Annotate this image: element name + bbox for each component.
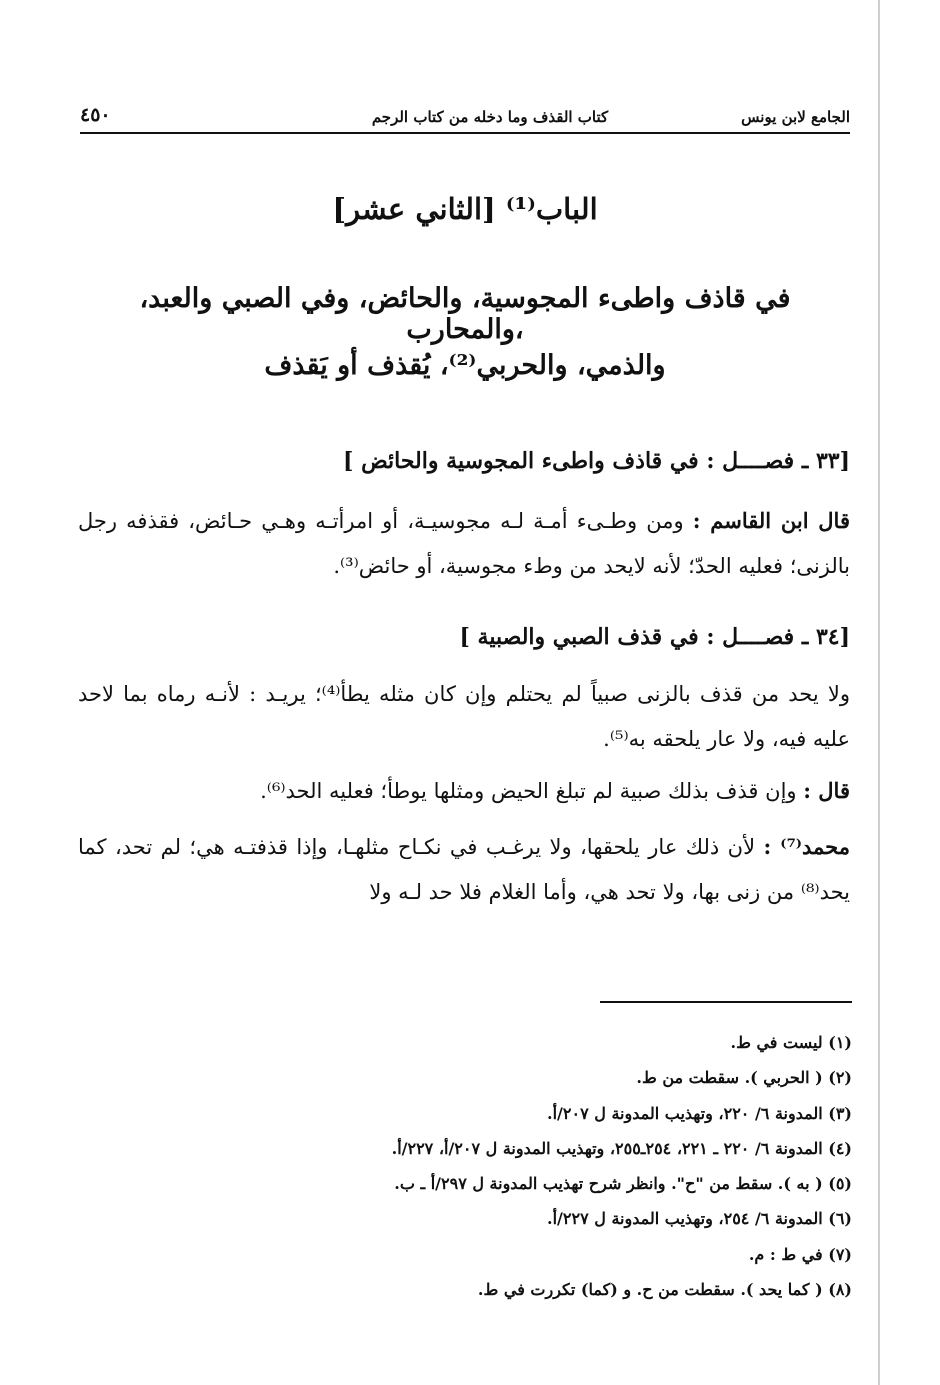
section-33-text: ومن وطـىء أمـة لـه مجوسيـة، أو امرأتـه وهـي حـائض، فقذفه رجل بالزنى؛ فعليه الحدّ؛ لأنه لايحد من وطء مجوسية، أو حائض⁽³⁾. <box>78 509 850 578</box>
chapter-subtitle-line2: والذمي، والحربي⁽²⁾، يُقذف أو يَقذف <box>264 350 666 381</box>
footnote: (٦) المدونة ٦/ ٢٥٤، وتهذيب المدونة ل ٢٢٧/أ. <box>547 1209 852 1229</box>
section-34-p2-text: وإن قذف بذلك صبية لم تبلغ الحيض ومثلها يوطأ؛ فعليه الحد⁽⁶⁾. <box>260 779 804 803</box>
footnote-separator <box>600 1001 852 1003</box>
section-34-paragraph-2 <box>78 768 850 814</box>
footnote: (١) ليست في ط. <box>730 1033 852 1052</box>
header-chapter-title: كتاب القذف وما دخله من كتاب الرجم <box>371 108 609 126</box>
footnote: (٧) في ط : م. <box>748 1244 852 1264</box>
section-34-paragraph-3 <box>78 824 850 915</box>
footnote: (٨) ( كما يحد ). سقطت من ح. و (كما) تكررت في ط. <box>477 1280 852 1300</box>
section-34-paragraph-1: ولا يحد من قذف بالزنى صبياً لم يحتلم وإن كان مثله يطأ⁽⁴⁾؛ يريـد : لأنـه رماه بما لاحد عليه فيه، ولا عار يلحقه به⁽⁵⁾. <box>78 682 850 751</box>
chapter-subtitle-line1: في قاذف واطىء المجوسية، والحائض، وفي الصبي والعبد، والمحارب، <box>139 283 791 345</box>
section-33-speaker: قال ابن القاسم : <box>692 508 850 533</box>
running-header <box>80 104 850 134</box>
footnote: (٢) ( الحربي ). سقطت من ط. <box>636 1068 852 1088</box>
footnotes <box>200 1025 852 1307</box>
section-33-heading: [٣٣ ـ فصــــل : في قاذف واطىء المجوسية والحائض ] <box>343 448 850 474</box>
header-book-title: الجامع لابن يونس <box>741 108 850 126</box>
footnote: (٥) ( به ). سقط من "ح". وانظر شرح تهذيب المدونة ل ٢٩٧/أ ـ ب. <box>394 1174 852 1194</box>
page-edge <box>878 0 880 1385</box>
chapter-title: الباب⁽¹⁾ [الثاني عشر] <box>332 192 598 226</box>
page-number: ٤٥٠ <box>80 104 111 126</box>
section-34-heading: [٣٤ ـ فصــــل : في قذف الصبي والصبية ] <box>459 624 850 650</box>
footnote: (٣) المدونة ٦/ ٢٢٠، وتهذيب المدونة ل ٢٠٧/أ. <box>547 1103 852 1123</box>
section-34-p3-speaker: محمد⁽⁷⁾ : <box>763 834 850 859</box>
footnote: (٤) المدونة ٦/ ٢٢٠ ـ ٢٢١، ٢٥٤ـ٢٥٥، وتهذيب المدونة ل ٢٠٧/أ، ٢٢٧/أ. <box>391 1138 852 1158</box>
section-34-p3-text: لأن ذلك عار يلحقها، ولا يرغـب في نكـاح مثلهـا، وإذا قذفتـه هي؛ لم تحد، كما يحد⁽⁸⁾ من زنى بها، ولا تحد هي، وأما الغلام فلا حد لـه ولا <box>78 835 850 904</box>
section-33-paragraph <box>78 498 850 589</box>
section-34-p2-speaker: قال : <box>803 778 850 803</box>
